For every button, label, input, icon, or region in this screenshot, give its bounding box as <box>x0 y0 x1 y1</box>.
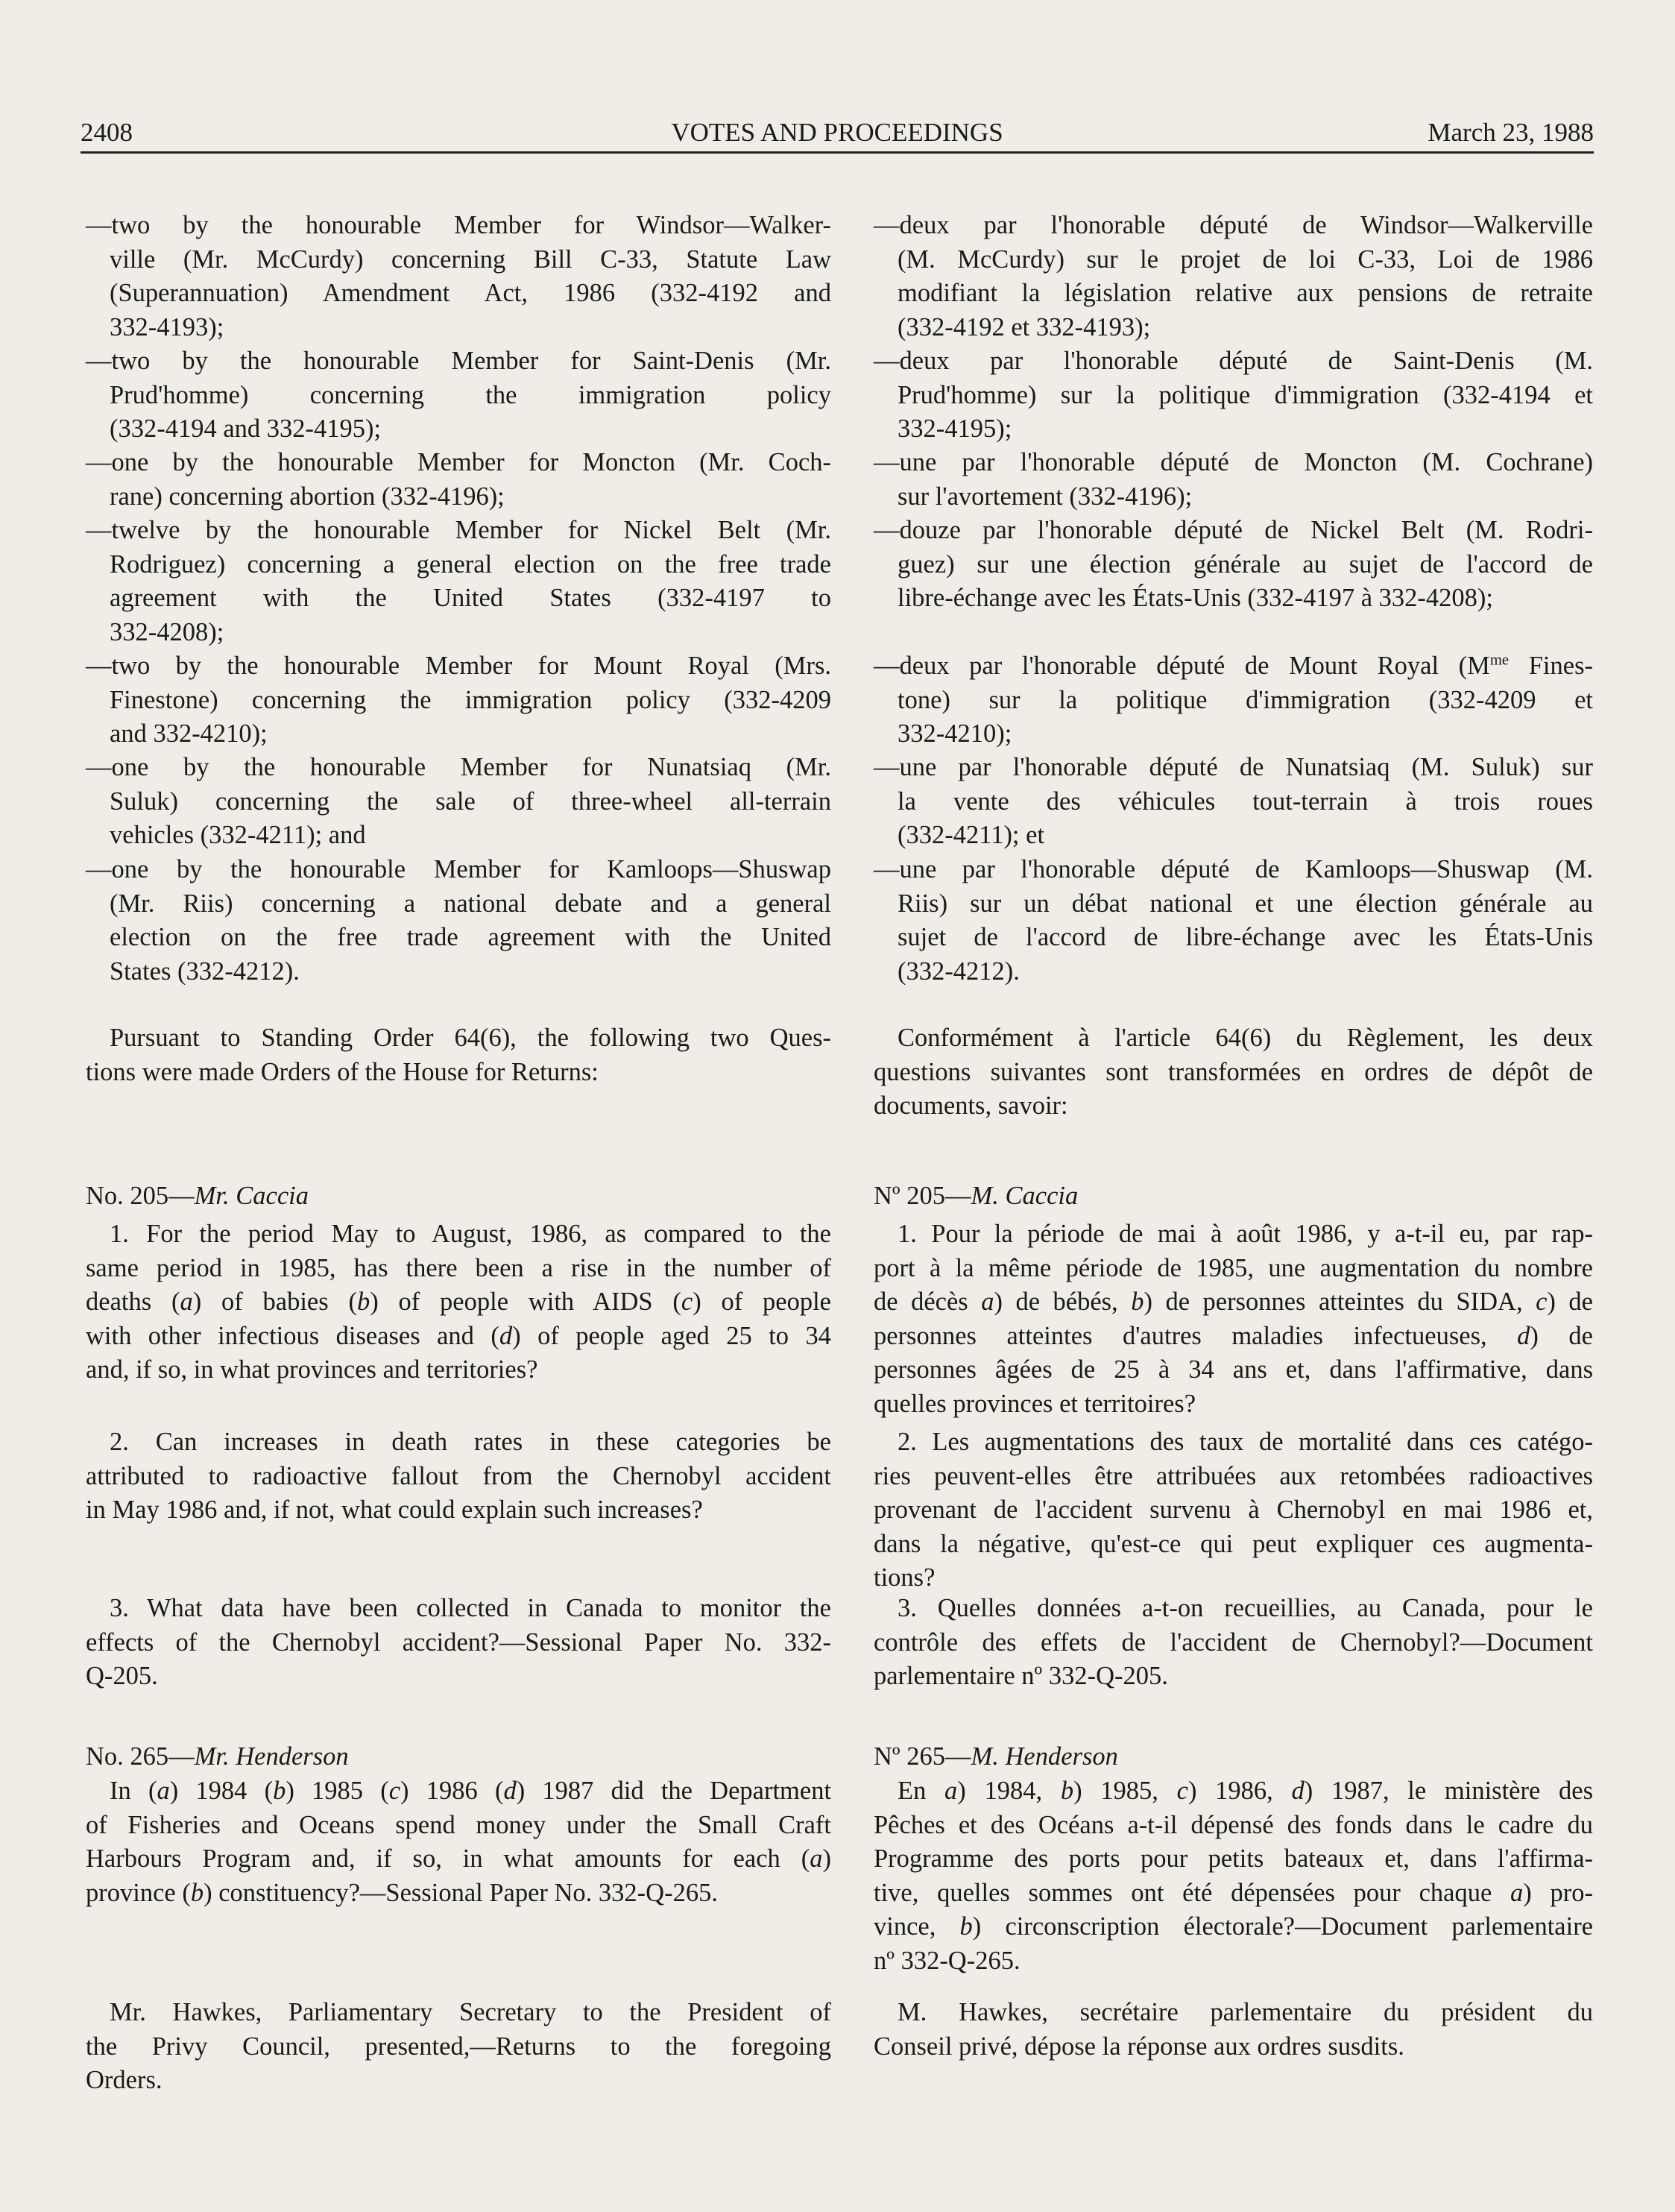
question-205-part-3 <box>86 1592 831 1694</box>
text-line: —deux par l'honorable député de Saint-Denis (M. <box>874 347 1593 375</box>
question-number: No. 265— <box>86 1742 195 1771</box>
text-line: —one by the honourable Member for Moncton (Mr. Coch- <box>86 448 831 476</box>
text-line: Finestone) concerning the immigration policy (332-4209 <box>110 685 831 714</box>
text-line: 3. What data have been collected in Canada to monitor the <box>110 1594 831 1622</box>
text-line: same period in 1985, has there been a rise in the number of <box>86 1253 831 1282</box>
petition-item <box>86 344 831 447</box>
text-line: (332-4211); et <box>898 821 1045 849</box>
text-line: Mr. Hawkes, Parliamentary Secretary to the President of <box>110 1998 831 2026</box>
petition-item <box>86 649 831 751</box>
question-number: No. 205— <box>86 1182 195 1210</box>
text-line: —deux par l'honorable député de Windsor—Walkerville <box>874 211 1593 239</box>
text-line: —one by the honourable Member for Kamloops—Shuswap <box>86 855 831 883</box>
text-line: (332-4192 et 332-4193); <box>898 312 1151 341</box>
text-line: (332-4194 and 332-4195); <box>110 415 382 443</box>
text-line: 1. For the period May to August, 1986, as compared to the <box>110 1220 831 1248</box>
text-line: (M. McCurdy) sur le projet de loi C-33, Loi de 1986 <box>898 245 1593 274</box>
text-line: En a) 1984, b) 1985, c) 1986, d) 1987, le ministère des <box>898 1777 1593 1805</box>
question-205-heading <box>874 1179 1593 1214</box>
text-line: province (b) constituency?—Sessional Paper No. 332-Q-265. <box>86 1878 718 1907</box>
question-265-heading <box>874 1740 1593 1774</box>
text-line: personnes âgées de 25 à 34 ans et, dans l'affirmative, dans <box>874 1355 1593 1384</box>
petition-item <box>874 751 1593 853</box>
text-line: Orders. <box>86 2066 163 2094</box>
question-205-heading <box>86 1179 831 1214</box>
text-line: —une par l'honorable député de Kamloops—Shuswap (M. <box>874 855 1593 883</box>
petition-item <box>874 344 1593 447</box>
text-line: Pursuant to Standing Order 64(6), the following two Ques- <box>110 1024 831 1052</box>
question-205-part-3 <box>874 1592 1593 1694</box>
member-name: Mr. Caccia <box>194 1182 309 1210</box>
text-line: de décès a) de bébés, b) de personnes atteintes du SIDA, c) de <box>874 1288 1593 1316</box>
text-line: Conseil privé, dépose la réponse aux ordres susdits. <box>874 2032 1404 2061</box>
petition-item <box>86 446 831 514</box>
text-line: Suluk) concerning the sale of three-wheel all-terrain <box>110 787 831 816</box>
text-line: Prud'homme) sur la politique d'immigration (332-4194 et <box>898 380 1593 409</box>
text-line: personnes atteintes d'autres maladies infectueuses, d) de <box>874 1321 1593 1350</box>
question-265-text <box>874 1774 1593 1978</box>
text-line: Harbours Program and, if so, in what amounts for each (a) <box>86 1844 831 1873</box>
petition-item <box>874 649 1593 751</box>
text-line: in May 1986 and, if not, what could explain such increases? <box>86 1496 703 1524</box>
text-line: —two by the honourable Member for Windsor—Walker- <box>86 211 831 239</box>
text-line: Rodriguez) concerning a general election on the free trade <box>110 549 831 579</box>
text-line: election on the free trade agreement with the United <box>110 923 831 951</box>
question-205-part-2 <box>86 1425 831 1528</box>
text-line: 332-4193); <box>110 312 224 341</box>
text-line: tions were made Orders of the House for Returns: <box>86 1057 599 1086</box>
text-line: 332-4210); <box>898 719 1012 748</box>
page-date: March 23, 1988 <box>1428 118 1594 147</box>
text-line: agreement with the United States (332-4197 to <box>110 584 831 612</box>
text-line: 1. Pour la période de mai à août 1986, y a-t-il eu, par rap- <box>898 1220 1593 1248</box>
text-line: with other infectious diseases and (d) of people aged 25 to 34 <box>86 1321 831 1350</box>
text-line: deaths (a) of babies (b) of people with AIDS (c) of people <box>86 1288 831 1316</box>
text-line: questions suivantes sont transformées en ordres de dépôt de <box>874 1057 1593 1086</box>
text-line: (Mr. Riis) concerning a national debate and a general <box>110 889 831 918</box>
text-line: In (a) 1984 (b) 1985 (c) 1986 (d) 1987 did the Department <box>110 1777 832 1805</box>
pursuant-paragraph <box>86 1021 831 1089</box>
text-line: vince, b) circonscription électorale?—Document parlementaire <box>874 1912 1593 1941</box>
member-name: M. Henderson <box>971 1742 1118 1771</box>
petition-item <box>874 209 1593 344</box>
text-line: nº 332-Q-265. <box>874 1946 1021 1975</box>
text-line: —two by the honourable Member for Saint-Denis (Mr. <box>86 347 831 375</box>
text-line: Programme des ports pour petits bateaux et, dans l'affirma- <box>874 1844 1593 1873</box>
text-line: tive, quelles sommes ont été dépensées pour chaque a) pro- <box>874 1878 1593 1907</box>
text-line: documents, savoir: <box>874 1091 1068 1120</box>
member-name: Mr. Henderson <box>194 1742 349 1771</box>
text-line: attributed to radioactive fallout from the Chernobyl accident <box>86 1461 831 1490</box>
text-line: tions? <box>874 1563 936 1592</box>
question-number: Nº 205— <box>874 1182 971 1210</box>
text-line: Q-205. <box>86 1662 158 1690</box>
text-line: —douze par l'honorable député de Nickel Belt (M. Rodri- <box>874 516 1593 544</box>
text-line: tone) sur la politique d'immigration (332-4209 et <box>898 685 1593 714</box>
text-line: effects of the Chernobyl accident?—Sessional Paper No. 332- <box>86 1628 831 1657</box>
text-line: and, if so, in what provinces and territories? <box>86 1355 538 1384</box>
text-line: —une par l'honorable député de Moncton (M. Cochrane) <box>874 448 1593 476</box>
text-line: —two by the honourable Member for Mount Royal (Mrs. <box>86 652 831 680</box>
text-line: 3. Quelles données a-t-on recueillies, au Canada, pour le <box>898 1594 1593 1622</box>
text-line: 2. Les augmentations des taux de mortalité dans ces catégo- <box>898 1428 1593 1456</box>
text-line: libre-échange avec les États-Unis (332-4197 à 332-4208); <box>898 584 1493 612</box>
text-line: guez) sur une élection générale au sujet de l'accord de <box>898 549 1593 579</box>
text-line: —one by the honourable Member for Nunatsiaq (Mr. <box>86 753 831 781</box>
text-line: contrôle des effets de l'accident de Chernobyl?—Document <box>874 1628 1593 1657</box>
text-line: —twelve by the honourable Member for Nickel Belt (Mr. <box>86 516 831 544</box>
text-line: 332-4208); <box>110 617 224 646</box>
text-line: port à la même période de 1985, une augmentation du nombre <box>874 1253 1593 1282</box>
text-line: and 332-4210); <box>110 719 268 748</box>
question-205-part-1 <box>86 1217 831 1387</box>
question-205-part-1 <box>874 1217 1593 1421</box>
text-line: States (332-4212). <box>110 957 300 986</box>
text-line: Prud'homme) concerning the immigration policy <box>110 380 831 409</box>
text-line: the Privy Council, presented,—Returns to the foregoing <box>86 2032 831 2061</box>
text-line: 332-4195); <box>898 415 1012 443</box>
text-line: dans la négative, qu'est-ce qui peut expliquer ces augmenta- <box>874 1529 1593 1558</box>
text-line: —une par l'honorable député de Nunatsiaq (M. Suluk) sur <box>874 753 1593 781</box>
pursuant-paragraph <box>874 1021 1593 1124</box>
text-line: vehicles (332-4211); and <box>110 821 366 849</box>
question-265-heading <box>86 1740 831 1774</box>
text-line: parlementaire nº 332-Q-205. <box>874 1662 1168 1690</box>
text-line: ville (Mr. McCurdy) concerning Bill C-33, Statute Law <box>110 245 831 274</box>
hawkes-paragraph <box>874 1996 1593 2064</box>
hawkes-paragraph <box>86 1996 831 2098</box>
text-line: Riis) sur un débat national et une élection générale au <box>898 889 1593 918</box>
running-title: VOTES AND PROCEEDINGS <box>671 118 1003 147</box>
text-line: quelles provinces et territoires? <box>874 1389 1196 1418</box>
text-line: Conformément à l'article 64(6) du Règlement, les deux <box>898 1024 1593 1052</box>
petition-item <box>86 209 831 344</box>
text-line: modifiant la législation relative aux pensions de retraite <box>898 279 1593 307</box>
text-line: sujet de l'accord de libre-échange avec les États-Unis <box>898 923 1593 951</box>
text-line: (Superannuation) Amendment Act, 1986 (332-4192 and <box>110 279 831 307</box>
text-line: (332-4212). <box>898 957 1020 986</box>
question-205-part-2 <box>874 1425 1593 1595</box>
text-line: of Fisheries and Oceans spend money under the Small Craft <box>86 1810 831 1839</box>
text-line: ries peuvent-elles être attribuées aux retombées radioactives <box>874 1461 1593 1490</box>
text-line: provenant de l'accident survenu à Chernobyl en mai 1986 et, <box>874 1496 1593 1524</box>
petition-item <box>874 853 1593 989</box>
text-line: la vente des véhicules tout-terrain à trois roues <box>898 787 1593 816</box>
text-line: rane) concerning abortion (332-4196); <box>110 482 505 511</box>
petition-item <box>86 853 831 989</box>
petition-item <box>874 446 1593 514</box>
petition-item <box>874 514 1593 616</box>
page-header <box>81 112 1594 154</box>
petition-item <box>86 514 831 649</box>
text-line: M. Hawkes, secrétaire parlementaire du président du <box>898 1998 1593 2026</box>
text-line: 2. Can increases in death rates in these categories be <box>110 1428 831 1456</box>
page-number: 2408 <box>81 118 133 147</box>
petition-item <box>86 751 831 853</box>
question-265-text <box>86 1774 831 1910</box>
text-line: sur l'avortement (332-4196); <box>898 482 1193 511</box>
text-line: —deux par l'honorable député de Mount Royal ($M^{me}$ Fines- <box>874 652 1593 680</box>
header-rule <box>81 151 1594 154</box>
question-number: Nº 265— <box>874 1742 971 1771</box>
member-name: M. Caccia <box>971 1182 1079 1210</box>
text-line: Pêches et des Océans a-t-il dépensé des fonds dans le cadre du <box>874 1810 1593 1839</box>
